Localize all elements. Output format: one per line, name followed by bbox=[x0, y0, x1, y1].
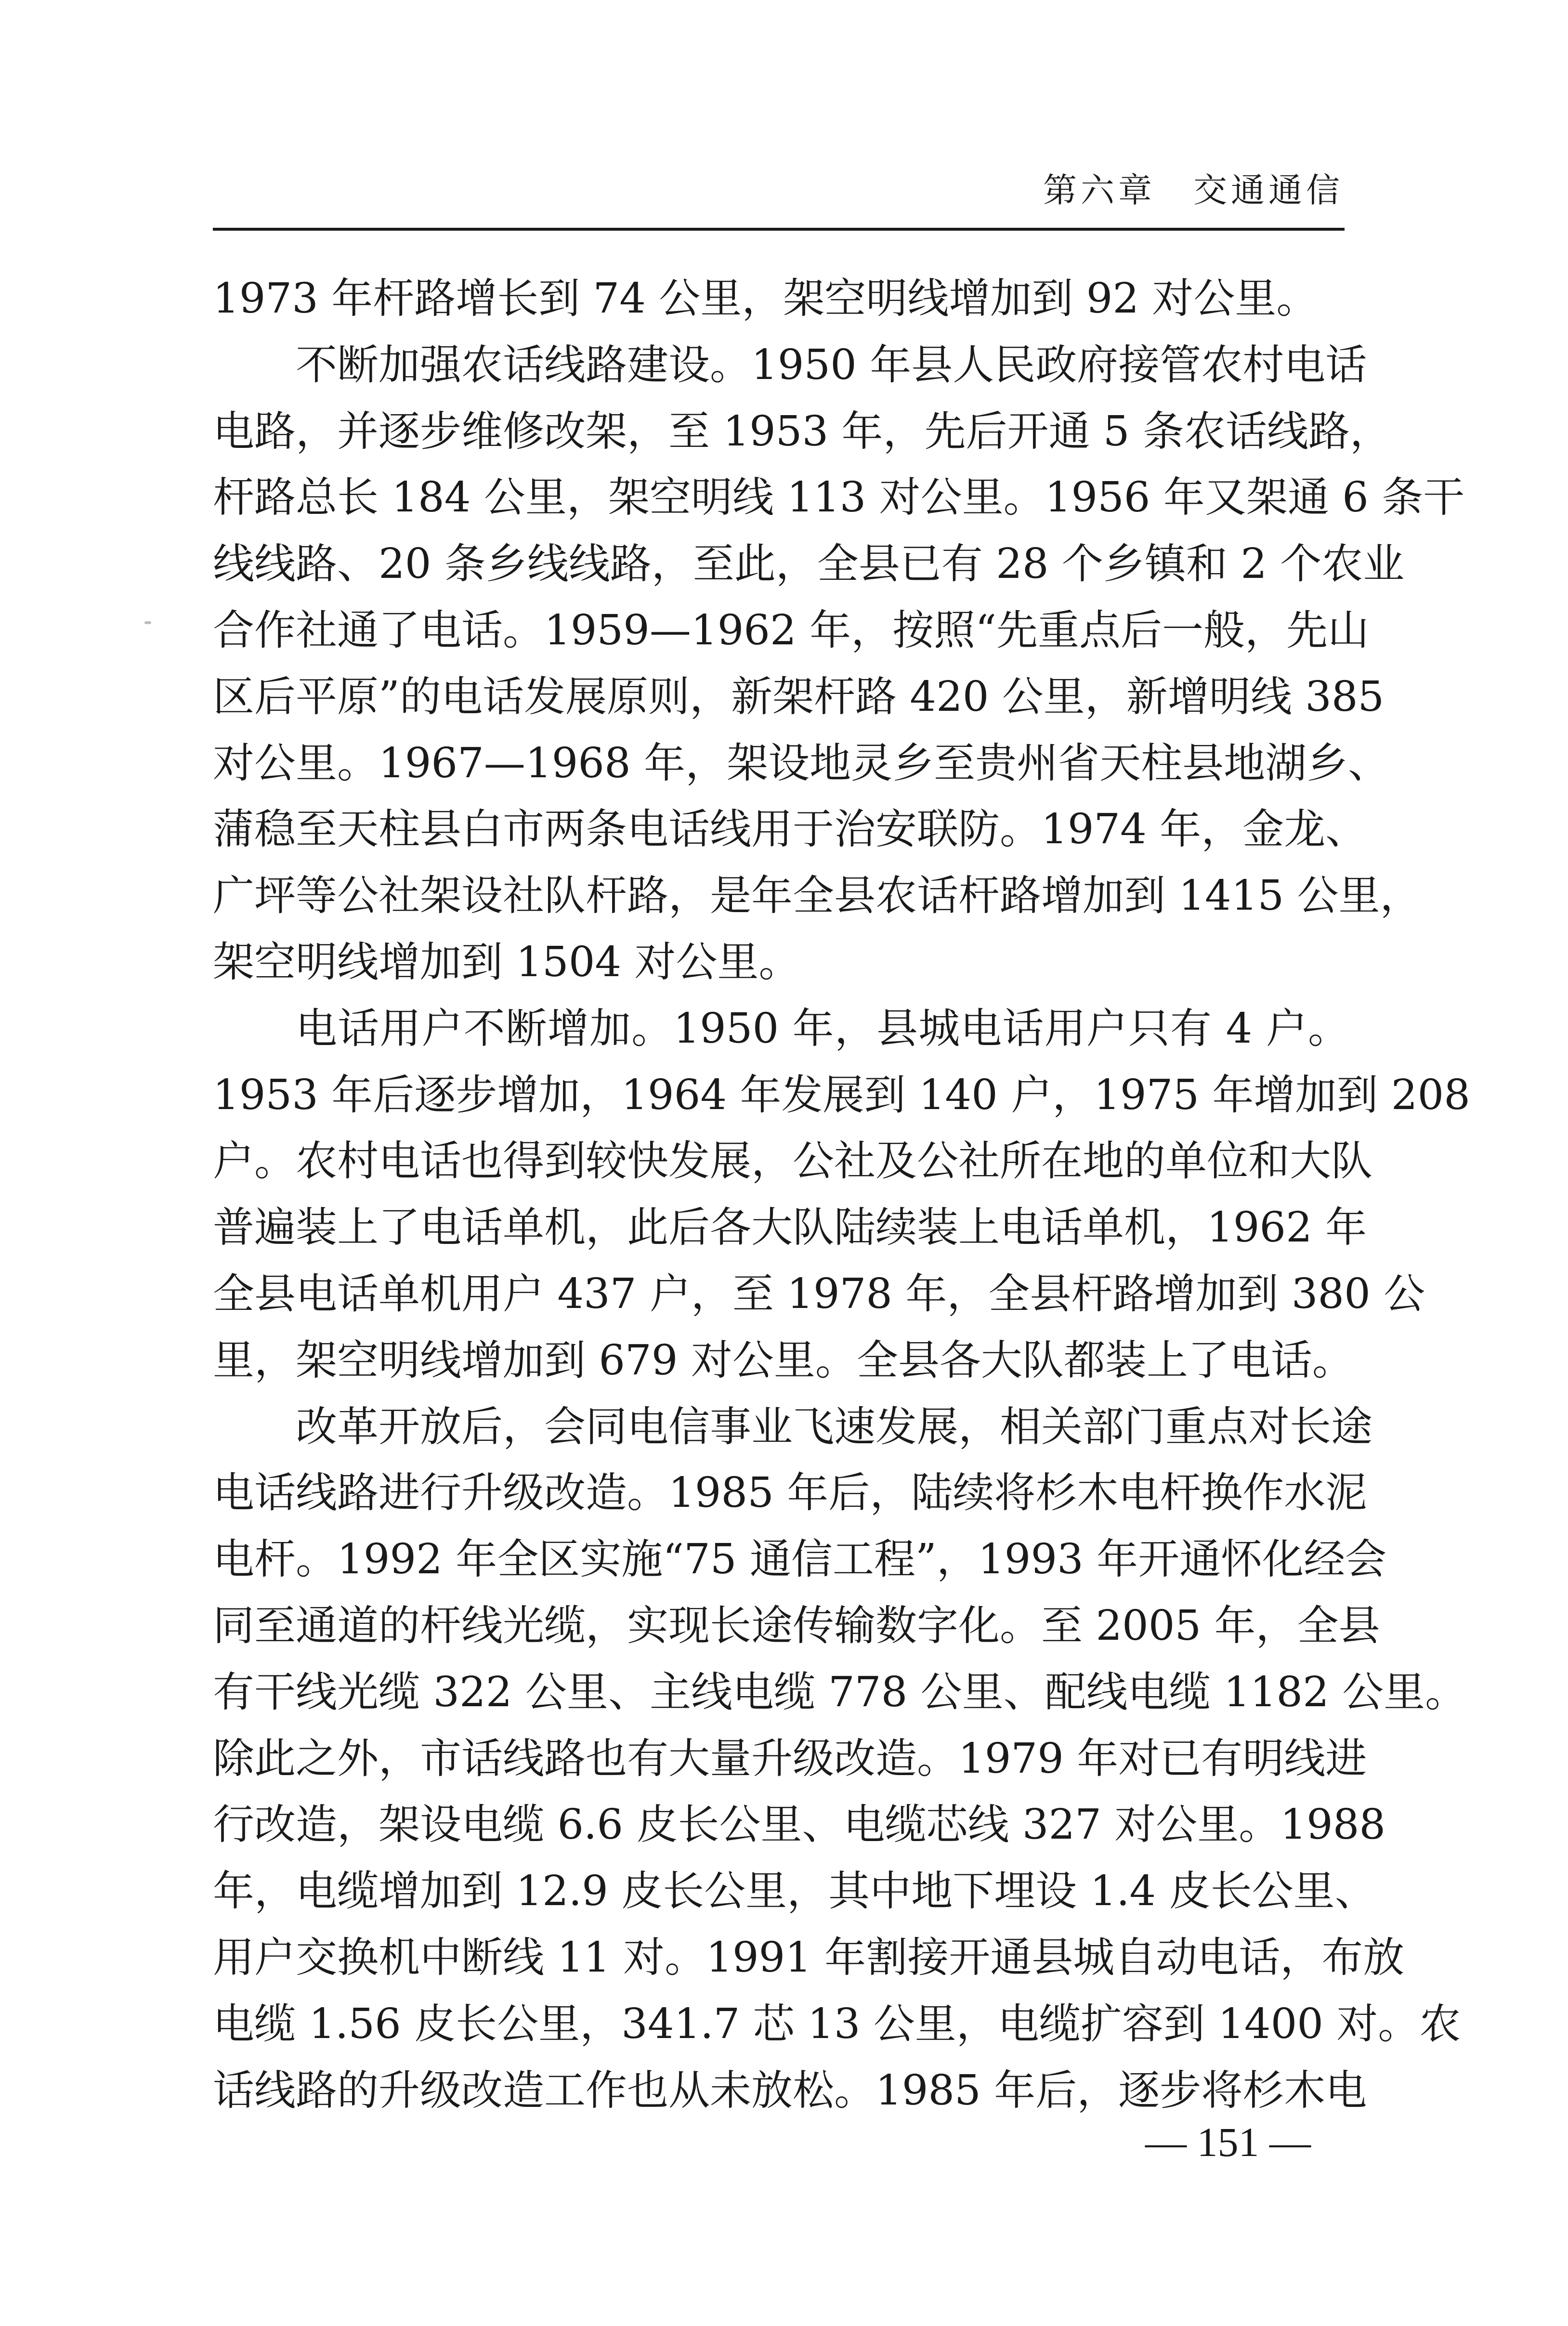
text-line: 同至通道的杆线光缆，实现长途传输数字化。至 2005 年，全县 bbox=[213, 1601, 1380, 1650]
text-line: 全县电话单机用户 437 户，至 1978 年，全县杆路增加到 380 公 bbox=[213, 1269, 1425, 1318]
text-line: 行改造，架设电缆 6.6 皮长公里、电缆芯线 327 对公里。1988 bbox=[213, 1801, 1386, 1849]
text-line: 户。农村电话也得到较快发展，公社及公社所在地的单位和大队 bbox=[213, 1137, 1372, 1186]
text-line: 改革开放后，会同电信事业飞速发展，相关部门重点对长途 bbox=[296, 1402, 1372, 1451]
text-line: 1973 年杆路增长到 74 公里，架空明线增加到 92 对公里。 bbox=[213, 274, 1318, 323]
text-line: 广坪等公社架设社队杆路，是年全县农话杆路增加到 1415 公里， bbox=[213, 872, 1422, 920]
text-line: 合作社通了电话。1959—1962 年，按照“先重点后一般，先山 bbox=[213, 606, 1370, 654]
body-text bbox=[213, 270, 1470, 2128]
text-line: 电路，并逐步维修改架，至 1953 年，先后开通 5 条农话线路， bbox=[213, 407, 1391, 456]
text-line: 蒲稳至天柱县白市两条电话线用于治安联防。1974 年，金龙、 bbox=[213, 805, 1367, 854]
page-number: — 151 — bbox=[1145, 2119, 1311, 2165]
text-line: 电杆。1992 年全区实施“75 通信工程”，1993 年开通怀化经会 bbox=[213, 1535, 1387, 1584]
text-line: 有干线光缆 322 公里、主线电缆 778 公里、配线电缆 1182 公里。 bbox=[213, 1668, 1467, 1716]
text-line: 不断加强农话线路建设。1950 年县人民政府接管农村电话 bbox=[296, 340, 1367, 389]
text-line: 里，架空明线增加到 679 对公里。全县各大队都装上了电话。 bbox=[213, 1336, 1354, 1385]
text-line: 架空明线增加到 1504 对公里。 bbox=[213, 938, 800, 986]
text-line: 普遍装上了电话单机，此后各大队陆续装上电话单机，1962 年 bbox=[213, 1203, 1367, 1252]
text-line: 对公里。1967—1968 年，架设地灵乡至贵州省天柱县地湖乡、 bbox=[213, 739, 1390, 787]
scan-margin-mark bbox=[144, 621, 151, 624]
text-line: 区后平原”的电话发展原则，新架杆路 420 公里，新增明线 385 bbox=[213, 672, 1385, 721]
text-line: 杆路总长 184 公里，架空明线 113 对公里。1956 年又架通 6 条干 bbox=[213, 473, 1465, 522]
text-line: 电缆 1.56 皮长公里，341.7 芯 13 公里，电缆扩容到 1400 对。农 bbox=[213, 1999, 1461, 2048]
text-line: 线线路、20 条乡线线路，至此，全县已有 28 个乡镇和 2 个农业 bbox=[213, 540, 1405, 588]
running-head: 第六章 交通通信 bbox=[1043, 170, 1344, 210]
text-line: 除此之外，市话线路也有大量升级改造。1979 年对已有明线进 bbox=[213, 1734, 1367, 1783]
header-rule bbox=[213, 228, 1345, 231]
text-line: 用户交换机中断线 11 对。1991 年割接开通县城自动电话，布放 bbox=[213, 1933, 1405, 1982]
text-line: 电话线路进行升级改造。1985 年后，陆续将杉木电杆换作水泥 bbox=[213, 1469, 1367, 1517]
text-line: 年，电缆增加到 12.9 皮长公里，其中地下埋设 1.4 皮长公里、 bbox=[213, 1867, 1376, 1916]
text-line: 1953 年后逐步增加，1964 年发展到 140 户，1975 年增加到 208 bbox=[213, 1071, 1470, 1119]
text-line: 电话用户不断增加。1950 年，县城电话用户只有 4 户。 bbox=[296, 1004, 1349, 1053]
text-line: 话线路的升级改造工作也从未放松。1985 年后，逐步将杉木电 bbox=[213, 2066, 1367, 2115]
